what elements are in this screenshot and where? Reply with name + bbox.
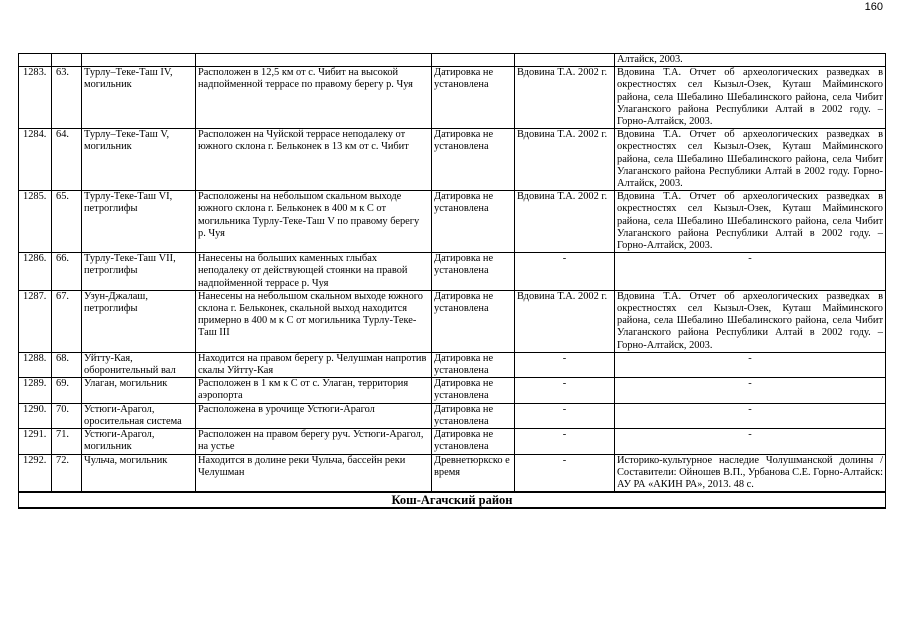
location-cell: Расположен на Чуйской террасе неподалеку от южного склона г. Бельконек в 13 км от с. Чибит xyxy=(196,129,432,191)
location-cell: Нанесены на небольшом скальном выходе южного склона г. Бельконек, скальной выход находится примерно в 400 м к С от могильника Турлу-Теке-Таш III xyxy=(196,290,432,352)
row-number-cell: 1288. xyxy=(19,352,52,377)
local-number-cell: 72. xyxy=(52,454,82,492)
row-number-cell: 1283. xyxy=(19,67,52,129)
monument-name-cell: Узун-Джалаш, петроглифы xyxy=(82,290,196,352)
row-number-cell: 1284. xyxy=(19,129,52,191)
source-cell: Вдовина Т.А. Отчет об археологических разведках в окрестностях сел Кызыл-Озек, Куташ Майминского района, села Шебалино Шебалинского района, села Чибит Улаганского района Республики Алтай в 2002 году. Горно-Алтайск, 2003. xyxy=(615,129,886,191)
author-cell: Вдовина Т.А. 2002 г. xyxy=(515,290,615,352)
dating-cell: Датировка не установлена xyxy=(432,352,515,377)
local-number-cell: 63. xyxy=(52,67,82,129)
monument-name-cell: Турлу-Теке-Таш VII, петроглифы xyxy=(82,253,196,291)
location-cell: Расположен на правом берегу руч. Устюги-Арагол, на устье xyxy=(196,429,432,454)
row-number-cell: 1290. xyxy=(19,403,52,428)
source-cell: - xyxy=(615,403,886,428)
monument-name-cell: Устюги-Арагол, могильник xyxy=(82,429,196,454)
dating-cell: Датировка не установлена xyxy=(432,67,515,129)
location-cell: Нанесены на больших каменных глыбах неподалеку от действующей стоянки на правой надпойменной террасе р. Чуя xyxy=(196,253,432,291)
author-cell: - xyxy=(515,454,615,492)
table-row xyxy=(19,191,886,253)
dating-cell: Датировка не установлена xyxy=(432,253,515,291)
table-row xyxy=(19,129,886,191)
local-number-cell: 71. xyxy=(52,429,82,454)
dating-cell: Датировка не установлена xyxy=(432,378,515,403)
location-cell: Расположен в 12,5 км от с. Чибит на высокой надпойменной террасе по правому берегу р. Чуя xyxy=(196,67,432,129)
local-number-cell: 68. xyxy=(52,352,82,377)
source-cell: Алтайск, 2003. xyxy=(615,54,886,67)
dating-cell: Датировка не установлена xyxy=(432,191,515,253)
row-number-cell: 1292. xyxy=(19,454,52,492)
source-cell: - xyxy=(615,352,886,377)
row-number-cell: 1291. xyxy=(19,429,52,454)
row-number-cell: 1287. xyxy=(19,290,52,352)
table-row xyxy=(19,429,886,454)
district-heading: Кош-Агачский район xyxy=(19,492,886,508)
source-cell: Вдовина Т.А. Отчет об археологических разведках в окрестностях сел Кызыл-Озек, Куташ Майминского района, села Шебалино Шебалинского района, села Чибит Улаганского района Республики Алтай в 2002 году. – Горно-Алтайск, 2003. xyxy=(615,191,886,253)
source-cell: Историко-культурное наследие Чолушманской долины / Составители: Ойношев В.П., Урбанова С.Е. Горно-Алтайск: АУ РА «АКИН РА», 2013. 48 с. xyxy=(615,454,886,492)
table-row xyxy=(19,403,886,428)
table-row xyxy=(19,290,886,352)
source-cell: Вдовина Т.А. Отчет об археологических разведках в окрестностях сел Кызыл-Озек, Куташ Майминского района, села Шебалино Шебалинского района, села Чибит Улаганского района Республики Алтай в 2002 году. – Горно-Алтайск, 2003. xyxy=(615,67,886,129)
row-number-cell: 1289. xyxy=(19,378,52,403)
location-cell: Расположена в урочище Устюги-Арагол xyxy=(196,403,432,428)
author-cell: - xyxy=(515,403,615,428)
monument-name-cell: Устюги-Арагол, оросительная система xyxy=(82,403,196,428)
location-cell: Расположены на небольшом скальном выходе южного склона г. Бельконек в 400 м к С от могильника Турлу-Теке-Таш V по правому берегу р. Чуя xyxy=(196,191,432,253)
table-row xyxy=(19,253,886,291)
monuments-table xyxy=(18,53,886,509)
local-number-cell: 66. xyxy=(52,253,82,291)
monument-name-cell: Чульча, могильник xyxy=(82,454,196,492)
monument-name-cell: Улаган, могильник xyxy=(82,378,196,403)
monument-name-cell: Турлу–Теке-Таш IV, могильник xyxy=(82,67,196,129)
table-row xyxy=(19,454,886,492)
dating-cell: Датировка не установлена xyxy=(432,429,515,454)
source-cell: Вдовина Т.А. Отчет об археологических разведках в окрестностях сел Кызыл-Озек, Куташ Майминского района, села Шебалино Шебалинского района, села Чибит Улаганского района Республики Алтай в 2002 году. – Горно-Алтайск, 2003. xyxy=(615,290,886,352)
table-row xyxy=(19,352,886,377)
dating-cell: Древнетюркско е время xyxy=(432,454,515,492)
monument-name-cell: Турлу–Теке-Таш V, могильник xyxy=(82,129,196,191)
source-cell: - xyxy=(615,429,886,454)
dating-cell: Датировка не установлена xyxy=(432,129,515,191)
monument-name-cell: Турлу-Теке-Таш VI, петроглифы xyxy=(82,191,196,253)
location-cell: Находится на правом берегу р. Челушман напротив скалы Уйтту-Кая xyxy=(196,352,432,377)
continued-row xyxy=(19,54,886,67)
district-heading-row xyxy=(19,492,886,508)
location-cell: Находится в долине реки Чульча, бассейн реки Челушман xyxy=(196,454,432,492)
dating-cell: Датировка не установлена xyxy=(432,290,515,352)
local-number-cell: 70. xyxy=(52,403,82,428)
monument-name-cell: Уйтту-Кая, оборонительный вал xyxy=(82,352,196,377)
table-row xyxy=(19,67,886,129)
source-cell: - xyxy=(615,378,886,403)
local-number-cell: 67. xyxy=(52,290,82,352)
author-cell: - xyxy=(515,378,615,403)
location-cell: Расположен в 1 км к С от с. Улаган, территория аэропорта xyxy=(196,378,432,403)
table-row xyxy=(19,378,886,403)
local-number-cell: 69. xyxy=(52,378,82,403)
source-cell: - xyxy=(615,253,886,291)
row-number-cell: 1285. xyxy=(19,191,52,253)
author-cell: Вдовина Т.А. 2002 г. xyxy=(515,67,615,129)
author-cell: - xyxy=(515,429,615,454)
page-number: 160 xyxy=(864,1,883,13)
dating-cell: Датировка не установлена xyxy=(432,403,515,428)
row-number-cell: 1286. xyxy=(19,253,52,291)
local-number-cell: 64. xyxy=(52,129,82,191)
author-cell: - xyxy=(515,352,615,377)
author-cell: Вдовина Т.А. 2002 г. xyxy=(515,191,615,253)
author-cell: - xyxy=(515,253,615,291)
author-cell: Вдовина Т.А. 2002 г. xyxy=(515,129,615,191)
local-number-cell: 65. xyxy=(52,191,82,253)
